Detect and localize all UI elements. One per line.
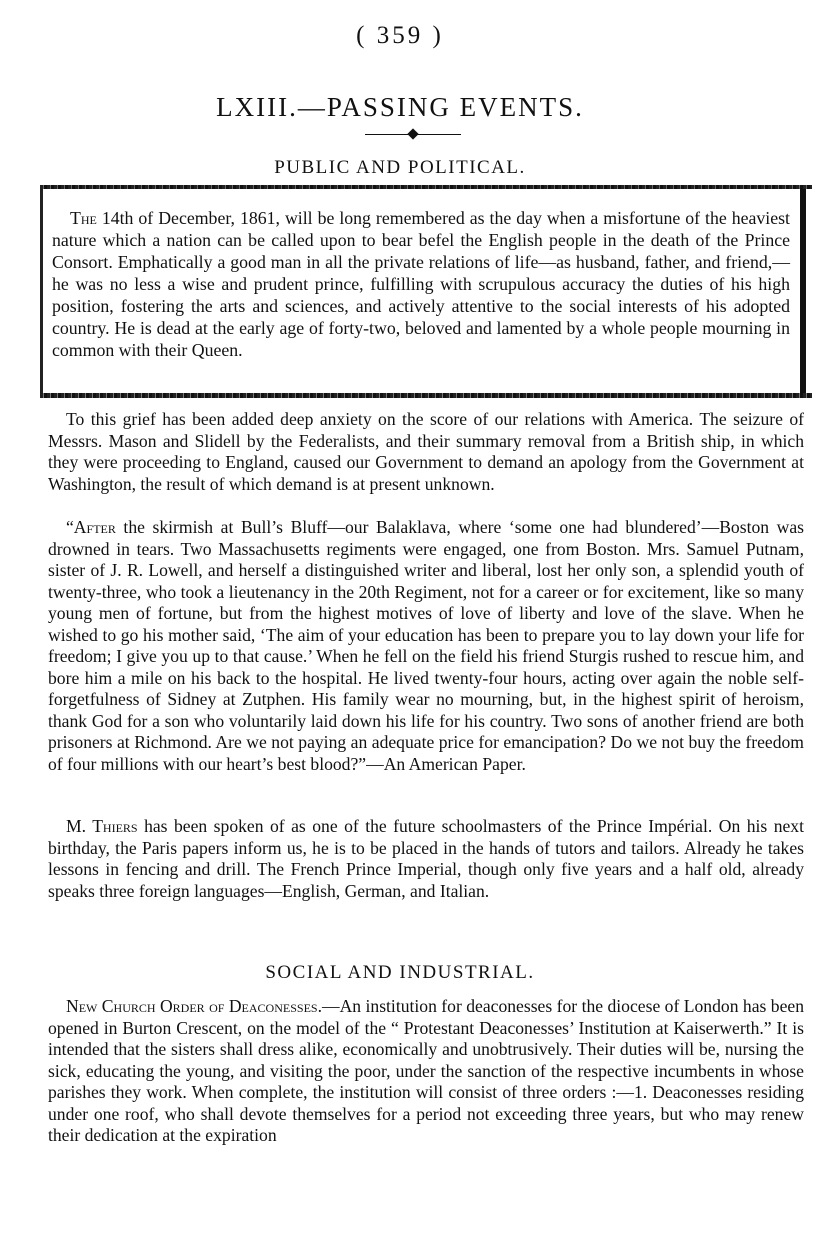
paragraph-deaconesses [48, 996, 804, 1147]
title-ornament-diamond [407, 128, 418, 139]
paragraph-thiers [48, 816, 804, 902]
paragraph-bulls-bluff-text: the skirmish at Bull’s Bluff—our Balaklava, where ‘some one had blundered’—Boston was drowned in tears. Two Massachusetts regiments were engaged, one from Boston. Mrs. Samuel Putnam, sister of J. R. Lowell, and herself a distinguished writer and liberal, lost her only son, a splendid youth of twenty-three, who took a lieutenancy in the 20th Regiment, not for a career or for excitement, like so many young men of fortune, but from the highest motives of love of liberty and love of the slave. When he wished to go his mother said, ‘The aim of your education has been to prepare you to lay down your life for freedom; I give you up to that cause.’ When he fell on the field his friend Sturgis rushed to rescue him, and bore him a mile on his back to the hospital. He lived twenty-four hours, acting over again the noble self-forgetfulness of Sidney at Zutphen. His family wear no mourning, but, in the highest spirit of heroism, thank God for a son who voluntarily laid down his life for his country. Two sons of another friend are both prisoners at Richmond. Are we not paying an adequate price for emancipation? Do we not buy the freedom of four millions with our heart’s best blood?”—An American Paper. [48, 517, 804, 774]
memorial-text: 14th of December, 1861, will be long remembered as the day when a misfortune of the heaviest nature which a nation can be called upon to bear befel the English people in the death of the Prince Consort. Emphatically a good man in all the private relations of life—as husband, father, and friend,—he was no less a wise and prudent prince, fulfilling with scrupulous accuracy the duties of his high position, fostering the arts and sciences, and actively attentive to the social interests of his adopted country. He is dead at the early age of forty-two, beloved and lamented by a whole people mourning in common with their Queen. [52, 208, 790, 360]
memorial-lead: The [70, 208, 97, 228]
paragraph-thiers-text: has been spoken of as one of the future schoolmasters of the Prince Impérial. On his next birthday, the Paris papers inform us, he is to be placed in the hands of tutors and tailors. Already he takes lessons in fencing and drill. The French Prince Imperial, though only five years and a half old, already speaks three foreign languages—English, German, and Italian. [48, 816, 804, 901]
page-title: LXIII.—PASSING EVENTS. [216, 92, 584, 122]
page-number: ( 359 ) [356, 22, 444, 49]
paragraph-america-text: To this grief has been added deep anxiety on the score of our relations with America. The seizure of Messrs. Mason and Slidell by the Federalists, and their summary removal from a British ship, in which they were proceeding to England, caused our Government to demand an apology from the Government at Washington, the result of which demand is at present unknown. [48, 409, 804, 494]
paragraph-bulls-bluff [48, 517, 804, 775]
section-heading-public: PUBLIC AND POLITICAL. [274, 157, 526, 178]
paragraph-thiers-lead: M. Thiers [66, 816, 138, 836]
paragraph-america [48, 409, 804, 495]
paragraph-deaconesses-lead: New Church Order of Deaconesses. [66, 996, 322, 1016]
box-bottom-rule [40, 393, 812, 398]
paragraph-bulls-bluff-lead: “After [66, 517, 116, 537]
section-heading-social: SOCIAL AND INDUSTRIAL. [265, 962, 535, 983]
paragraph-deaconesses-text: —An institution for deaconesses for the diocese of London has been opened in Burton Crescent, on the model of the “ Protestant Deaconesses’ Institution at Kaiserwerth.” It is intended that the sisters shall dress alike, economically and unobtrusively. Their duties will be, nursing the sick, educating the young, and visiting the poor, under the sanction of the respective incumbents in whose parishes they work. When complete, the institution will consist of three orders :—1. Deaconesses residing under one roof, who shall devote themselves for a period not exceeding three years, but who may renew their dedication at the expiration [48, 996, 805, 1145]
memorial-paragraph [52, 207, 790, 361]
